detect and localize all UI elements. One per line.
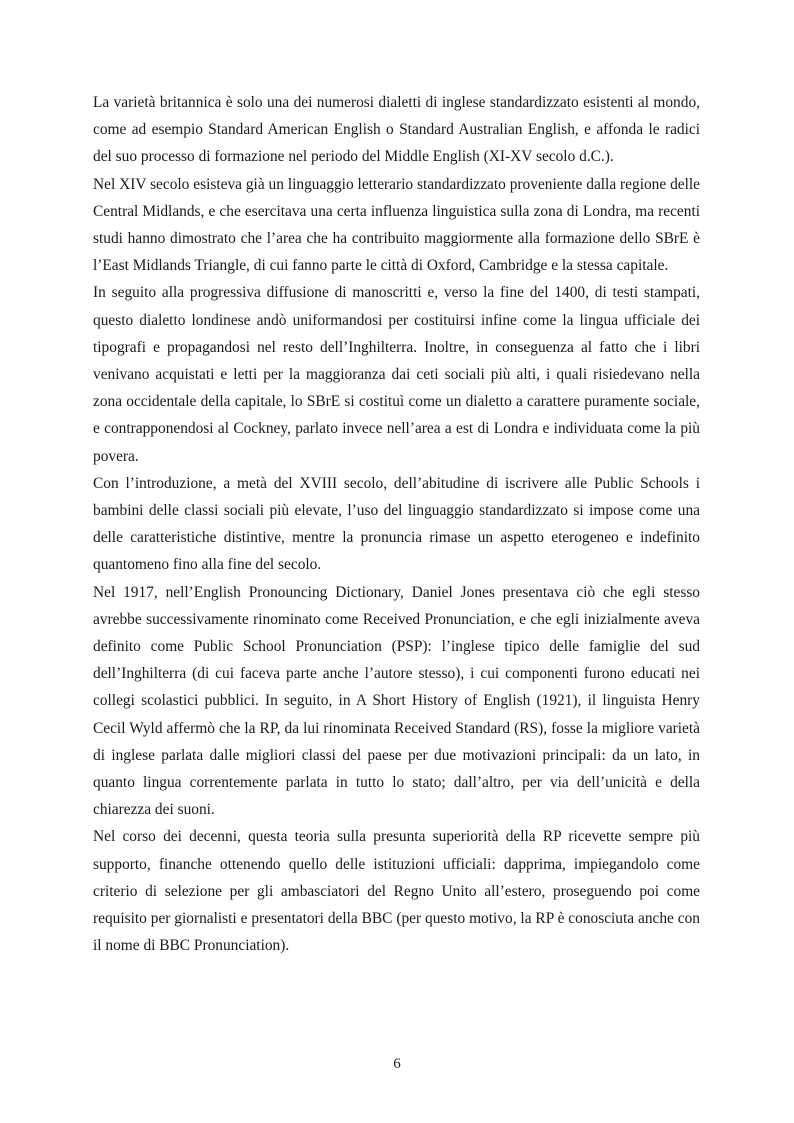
paragraph-6: Nel corso dei decenni, questa teoria sulla presunta superiorità della RP ricevette sempre più supporto, finanche ottenendo quello delle istituzioni ufficiali: dapprima, impiegandolo come criterio di selezione per gli ambasciatori del Regno Unito all’estero, proseguendo poi come requisito per giornalisti e presentatori della BBC (per questo motivo, la RP è conosciuta anche con il nome di BBC Pronunciation). xyxy=(93,828,700,955)
body-text xyxy=(93,89,700,960)
page-number: 6 xyxy=(393,1056,401,1072)
paragraph-4: Con l’introduzione, a metà del XVIII secolo, dell’abitudine di iscrivere alle Public Schools i bambini delle classi sociali più elevate, l’uso del linguaggio standardizzato si impose come una delle caratteristiche distintive, mentre la pronuncia rimase un aspetto eterogeneo e indefinito quantomeno fino alla fine del secolo. xyxy=(93,474,700,574)
paragraph-1: La varietà britannica è solo una dei numerosi dialetti di inglese standardizzato esistenti al mondo, come ad esempio Standard American English o Standard Australian English, e affonda le radici del suo processo di formazione nel periodo del Middle English (XI-XV secolo d.C.). xyxy=(93,94,700,166)
paragraph-3: In seguito alla progressiva diffusione di manoscritti e, verso la fine del 1400, di testi stampati, questo dialetto londinese andò uniformandosi per costituirsi infine come la lingua ufficiale dei tipografi e propagandosi nel resto dell’Inghilterra. Inoltre, in conseguenza al fatto che i libri venivano acquistati e letti per la maggioranza dai ceti sociali più alti, i quali risiedevano nella zona occidentale della capitale, lo SBrE si costituì come un dialetto a carattere puramente sociale, e contrapponendosi al Cockney, parlato invece nell’area a est di Londra e individuata come la più povera. xyxy=(93,284,700,465)
paragraph-5: Nel 1917, nell’English Pronouncing Dictionary, Daniel Jones presentava ciò che egli stesso avrebbe successivamente rinominato come Received Pronunciation, e che egli inizialmente aveva definito come Public School Pronunciation (PSP): l’inglese tipico delle famiglie del sud dell’Inghilterra (di cui faceva parte anche l’autore stesso), i cui componenti furono educati nei collegi scolastici pubblici. In seguito, in A Short History of English (1921), il linguista Henry Cecil Wyld affermò che la RP, da lui rinominata Received Standard (RS), fosse la migliore varietà di inglese parlata dalle migliori classi del paese per due motivazioni principali: da un lato, in quanto lingua correntemente parlata in tutto lo stato; dall’altro, per via dell’unicità e della chiarezza dei suoni. xyxy=(93,583,700,819)
paragraph-2: Nel XIV secolo esisteva già un linguaggio letterario standardizzato proveniente dalla regione delle Central Midlands, e che esercitava una certa influenza linguistica sulla zona di Londra, ma recenti studi hanno dimostrato che l’area che ha contribuito maggiormente alla formazione dello SBrE è l’East Midlands Triangle, di cui fanno parte le città di Oxford, Cambridge e la stessa capitale. xyxy=(93,175,700,275)
